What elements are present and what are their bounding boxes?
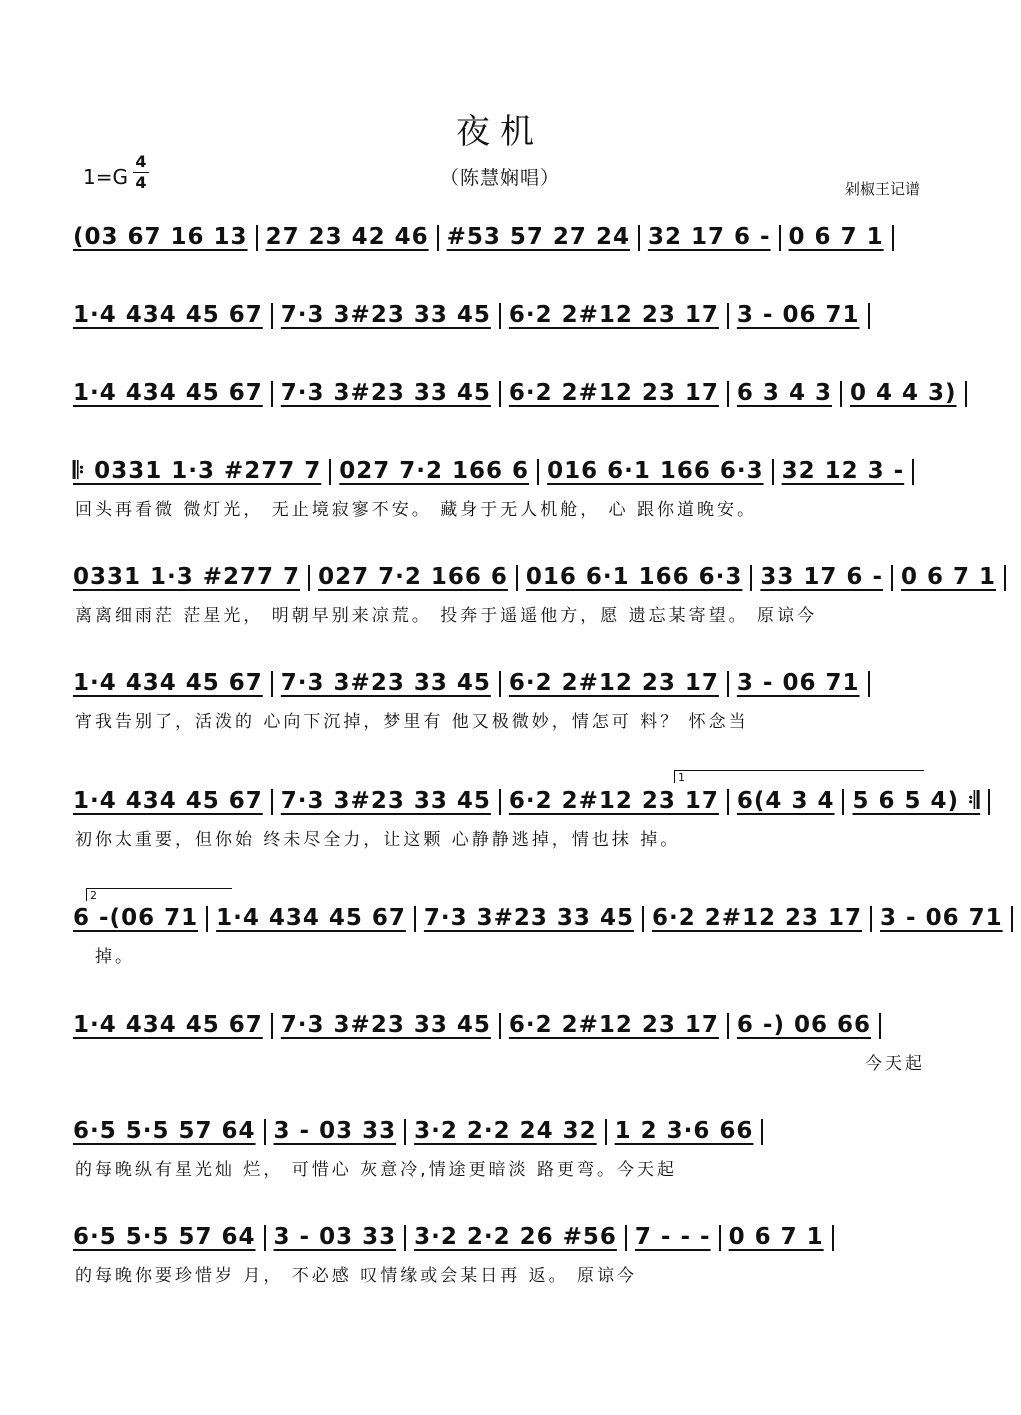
measure: 0 4 4 3) bbox=[849, 380, 957, 406]
measure: 1·4 434 45 67 bbox=[216, 905, 406, 931]
barline bbox=[605, 1119, 607, 1145]
barline bbox=[727, 1013, 729, 1039]
measure: 1·4 434 45 67 bbox=[73, 1012, 263, 1038]
barline bbox=[499, 303, 501, 329]
barline bbox=[516, 565, 518, 591]
barline bbox=[271, 303, 273, 329]
barline bbox=[842, 789, 844, 815]
barline bbox=[727, 381, 729, 407]
barline bbox=[499, 1013, 501, 1039]
measure: 027 7·2 166 6 bbox=[339, 458, 530, 484]
barline bbox=[271, 789, 273, 815]
barline bbox=[892, 225, 894, 251]
barline bbox=[1011, 906, 1013, 932]
measure: (03 67 16 13 bbox=[73, 224, 248, 250]
barline bbox=[868, 303, 870, 329]
barline bbox=[868, 671, 870, 697]
barline bbox=[832, 1225, 834, 1251]
barline bbox=[404, 1225, 406, 1251]
lyric-line: 宵我告别了，活泼的 心向下沉掉，梦里有 他又极微妙，情怎可 料？ 怀念当 bbox=[75, 712, 749, 732]
barline bbox=[329, 459, 331, 485]
measure: 6·2 2#12 23 17 bbox=[651, 905, 863, 931]
measure: 6·2 2#12 23 17 bbox=[508, 788, 719, 814]
barline bbox=[965, 381, 967, 407]
measure: 33 17 6 - bbox=[760, 564, 883, 590]
measure: 7·3 3#23 33 45 bbox=[280, 788, 491, 814]
measure: 3 - 03 33 bbox=[273, 1118, 397, 1144]
barline bbox=[271, 381, 273, 407]
barline bbox=[891, 565, 893, 591]
notation-line bbox=[73, 786, 981, 816]
measure: 1·4 434 45 67 bbox=[73, 670, 263, 696]
barline bbox=[719, 1225, 721, 1251]
barline bbox=[271, 671, 273, 697]
barline bbox=[727, 789, 729, 815]
measure: 6(4 3 4 bbox=[736, 788, 835, 814]
measure: 𝄆 0331 1·3 #277 7 bbox=[73, 458, 322, 484]
barline bbox=[308, 565, 310, 591]
measure: 6 -) 06 66 bbox=[736, 1012, 872, 1038]
notation-line bbox=[73, 1010, 928, 1040]
barline bbox=[499, 671, 501, 697]
barline bbox=[870, 906, 872, 932]
measure: 6·5 5·5 57 64 bbox=[73, 1118, 256, 1144]
barline bbox=[264, 1119, 266, 1145]
measure: 0 6 7 1 bbox=[728, 1224, 824, 1250]
volta-first bbox=[674, 770, 924, 783]
measure: 6 3 4 3 bbox=[736, 380, 832, 406]
barline bbox=[264, 1225, 266, 1251]
barline bbox=[256, 225, 258, 251]
barline bbox=[750, 565, 752, 591]
measure: 6·2 2#12 23 17 bbox=[508, 1012, 719, 1038]
measure: 0331 1·3 #277 7 bbox=[73, 564, 301, 590]
barline bbox=[772, 459, 774, 485]
measure: 6·2 2#12 23 17 bbox=[508, 670, 719, 696]
barline bbox=[437, 225, 439, 251]
measure: 6·5 5·5 57 64 bbox=[73, 1224, 256, 1250]
barline bbox=[537, 459, 539, 485]
barline bbox=[404, 1119, 406, 1145]
notation-line bbox=[73, 300, 928, 330]
measure: 1·4 434 45 67 bbox=[73, 380, 263, 406]
notation-line bbox=[73, 378, 957, 408]
measure: 5 6 5 4) 𝄇 bbox=[852, 788, 981, 814]
measure: 1 2 3·6 66 bbox=[614, 1118, 754, 1144]
lyric-line: 的每晚纵有星光灿 烂， 可惜心 灰意冷,情途更暗淡 路更弯。今天起 bbox=[75, 1160, 678, 1180]
lyric-line: 今天起 bbox=[865, 1054, 925, 1074]
lyric-line: 的每晚你要珍惜岁 月， 不必感 叹情缘或会某日再 返。 原谅今 bbox=[75, 1266, 638, 1286]
measure: 027 7·2 166 6 bbox=[318, 564, 508, 590]
lyric-line: 初你太重要，但你始 终未尽全力，让这颗 心静静逃掉，情也抹 掉。 bbox=[75, 830, 681, 850]
barline bbox=[912, 459, 914, 485]
barline bbox=[206, 906, 208, 932]
volta-second-label: 2 bbox=[90, 889, 97, 902]
barline bbox=[727, 671, 729, 697]
measure: 7·3 3#23 33 45 bbox=[280, 670, 491, 696]
transcriber-credit: 剁椒王记谱 bbox=[844, 180, 920, 198]
song-title: 夜机 bbox=[456, 112, 544, 152]
measure: 3 - 06 71 bbox=[736, 670, 860, 696]
volta-second bbox=[86, 888, 232, 901]
measure: 7·3 3#23 33 45 bbox=[280, 1012, 491, 1038]
barline bbox=[779, 225, 781, 251]
singer-line: （陈慧娴唱） bbox=[439, 167, 560, 189]
barline bbox=[1004, 565, 1006, 591]
notation-line bbox=[73, 903, 1003, 933]
measure: 32 17 6 - bbox=[647, 224, 771, 250]
measure: 3·2 2·2 26 #56 bbox=[414, 1224, 617, 1250]
measure: 1·4 434 45 67 bbox=[73, 302, 263, 328]
time-numerator: 4 bbox=[133, 152, 149, 173]
barline bbox=[499, 789, 501, 815]
measure: 016 6·1 166 6·3 bbox=[547, 458, 764, 484]
measure: 0 6 7 1 bbox=[788, 224, 884, 250]
time-denominator: 4 bbox=[135, 173, 147, 192]
measure: 3 - 03 33 bbox=[273, 1224, 397, 1250]
measure: 6·2 2#12 23 17 bbox=[508, 380, 719, 406]
measure: 7·3 3#23 33 45 bbox=[423, 905, 634, 931]
measure: 3 - 06 71 bbox=[736, 302, 860, 328]
volta-first-label: 1 bbox=[678, 771, 685, 784]
measure: 016 6·1 166 6·3 bbox=[525, 564, 743, 590]
barline bbox=[727, 303, 729, 329]
lyric-line: 回头再看微 微灯光， 无止境寂寥不安。 藏身于无人机舱， 心 跟你道晚安。 bbox=[75, 500, 758, 520]
measure: 7·3 3#23 33 45 bbox=[280, 302, 491, 328]
barline bbox=[638, 225, 640, 251]
barline bbox=[879, 1013, 881, 1039]
measure: 0 6 7 1 bbox=[901, 564, 997, 590]
measure: 1·4 434 45 67 bbox=[73, 788, 263, 814]
measure: 7·3 3#23 33 45 bbox=[280, 380, 491, 406]
measure: 6·2 2#12 23 17 bbox=[508, 302, 719, 328]
barline bbox=[625, 1225, 627, 1251]
notation-line bbox=[73, 562, 997, 592]
lyric-line: 掉。 bbox=[95, 947, 135, 967]
measure: 7 - - - bbox=[634, 1224, 711, 1250]
measure: 32 12 3 - bbox=[781, 458, 905, 484]
notation-line bbox=[73, 668, 928, 698]
notation-line bbox=[73, 222, 928, 252]
barline bbox=[414, 906, 416, 932]
time-signature bbox=[133, 152, 149, 193]
lyric-line: 离离细雨茫 茫星光， 明朝早别来凉荒。 投奔于遥遥他方，愿 遗忘某寄望。 原谅今 bbox=[75, 606, 818, 626]
notation-line bbox=[73, 1116, 928, 1146]
barline bbox=[988, 789, 990, 815]
measure: 3·2 2·2 24 32 bbox=[414, 1118, 597, 1144]
key-signature: 1=G bbox=[83, 165, 128, 189]
barline bbox=[840, 381, 842, 407]
measure: 27 23 42 46 bbox=[265, 224, 429, 250]
barline bbox=[499, 381, 501, 407]
notation-line bbox=[73, 1222, 928, 1252]
notation-line bbox=[73, 456, 928, 486]
barline bbox=[761, 1119, 763, 1145]
measure: 3 - 06 71 bbox=[880, 905, 1003, 931]
measure: 6 -(06 71 bbox=[73, 905, 199, 931]
barline bbox=[271, 1013, 273, 1039]
barline bbox=[642, 906, 644, 932]
measure: #53 57 27 24 bbox=[446, 224, 630, 250]
